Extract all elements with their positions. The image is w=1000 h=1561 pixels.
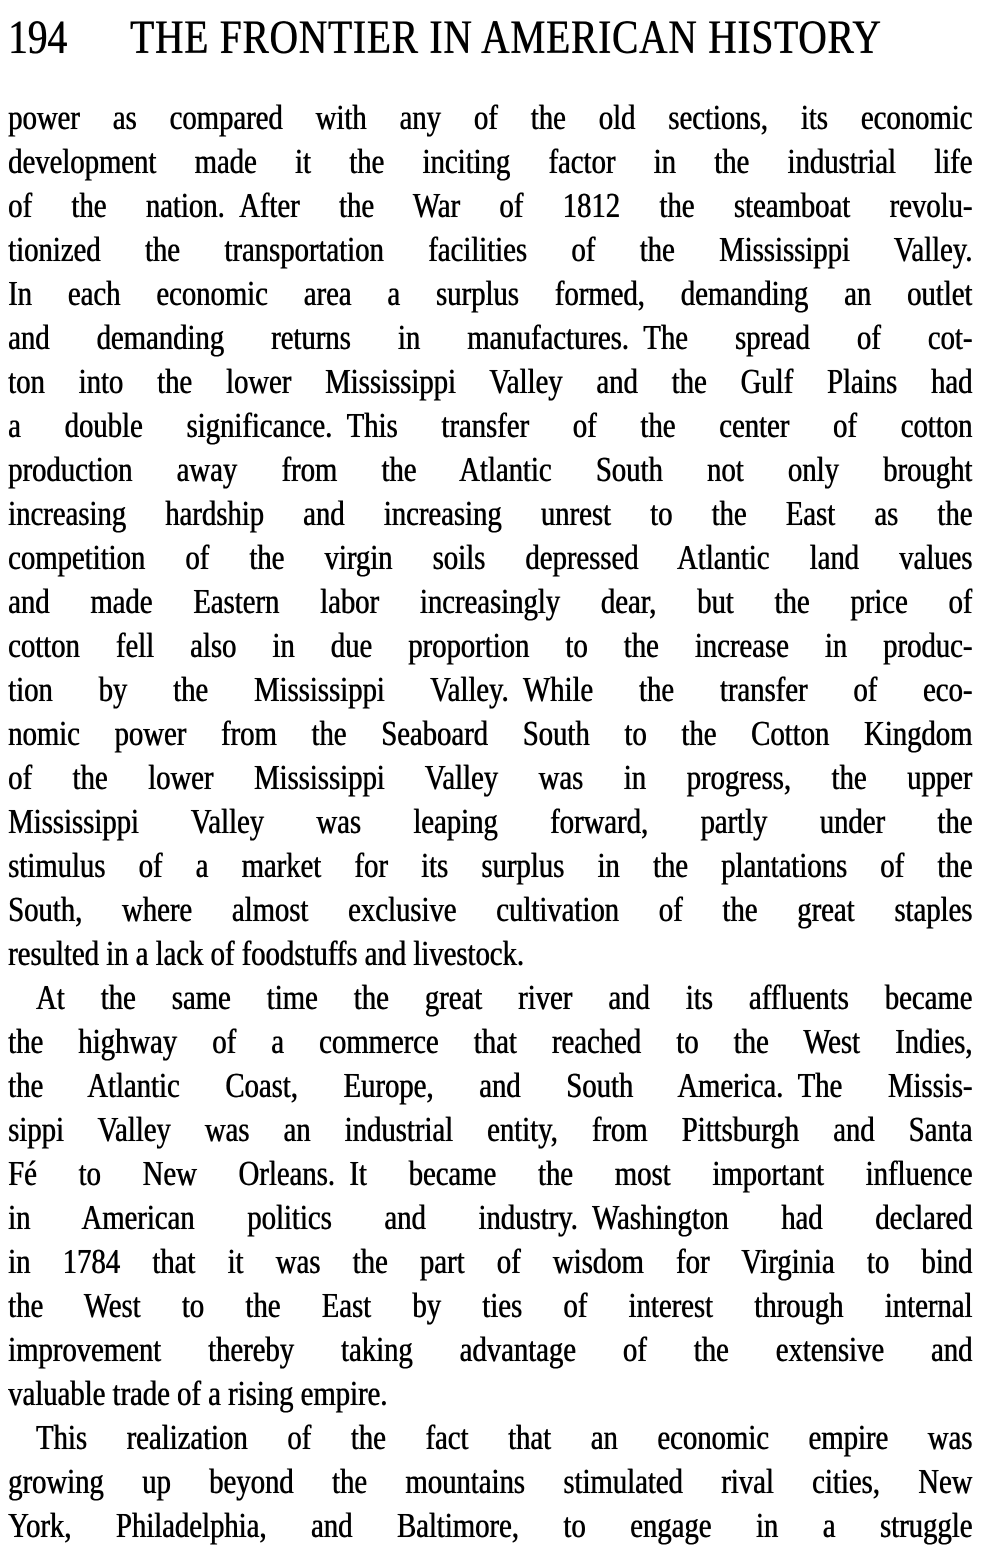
text-line: and made Eastern labor increasingly dear, but the price of: [8, 582, 973, 621]
text-line: At the same time the great river and its affluents became: [35, 978, 973, 1017]
text-line: the highway of a commerce that reached to the West Indies,: [8, 1022, 973, 1061]
page-number: 194: [8, 11, 68, 64]
text-line: stimulus of a market for its surplus in the plantations of the: [8, 846, 973, 885]
text-line: power as compared with any of the old sections, its economic: [8, 98, 973, 137]
text-line: South, where almost exclusive cultivation of the great staples: [8, 890, 973, 929]
text-line: in 1784 that it was the part of wisdom for Virginia to bind: [8, 1242, 973, 1281]
text-line: valuable trade of a rising empire.: [8, 1374, 388, 1413]
text-line: nomic power from the Seaboard South to the Cotton Kingdom: [8, 714, 973, 753]
text-line: This realization of the fact that an economic empire was: [35, 1418, 973, 1457]
text-line: increasing hardship and increasing unrest to the East as the: [8, 494, 973, 533]
text-line: sippi Valley was an industrial entity, from Pittsburgh and Santa: [8, 1110, 973, 1149]
text-line: growing up beyond the mountains stimulated rival cities, New: [8, 1462, 973, 1501]
text-line: the Atlantic Coast, Europe, and South America. The Missis-: [8, 1066, 973, 1105]
text-line: and demanding returns in manufactures. The spread of cot-: [8, 318, 973, 357]
text-line: development made it the inciting factor in the industrial life: [8, 142, 973, 181]
text-line: cotton fell also in due proportion to the increase in produc-: [8, 626, 973, 665]
text-line: resulted in a lack of foodstuffs and livestock.: [8, 934, 524, 973]
page-body: [8, 96, 972, 1548]
running-title: THE FRONTIER IN AMERICAN HISTORY: [130, 11, 882, 64]
text-line: In each economic area a surplus formed, demanding an outlet: [8, 274, 973, 313]
text-line: of the nation. After the War of 1812 the steamboat revolu-: [8, 186, 973, 225]
text-line: Fé to New Orleans. It became the most important influence: [8, 1154, 973, 1193]
text-line: York, Philadelphia, and Baltimore, to engage in a struggle: [8, 1506, 973, 1545]
text-line: in American politics and industry. Washington had declared: [8, 1198, 973, 1237]
text-line: tionized the transportation facilities of the Mississippi Valley.: [8, 230, 973, 269]
text-line: improvement thereby taking advantage of the extensive and: [8, 1330, 973, 1369]
page-header: [8, 12, 984, 72]
text-line: the West to the East by ties of interest through internal: [8, 1286, 973, 1325]
text-line: Mississippi Valley was leaping forward, partly under the: [8, 802, 973, 841]
text-line: production away from the Atlantic South not only brought: [8, 450, 973, 489]
text-line: tion by the Mississippi Valley. While the transfer of eco-: [8, 670, 973, 709]
text-line: a double significance. This transfer of the center of cotton: [8, 406, 973, 445]
text-line: competition of the virgin soils depressed Atlantic land values: [8, 538, 973, 577]
text-line: of the lower Mississippi Valley was in progress, the upper: [8, 758, 973, 797]
text-line: ton into the lower Mississippi Valley and the Gulf Plains had: [8, 362, 973, 401]
